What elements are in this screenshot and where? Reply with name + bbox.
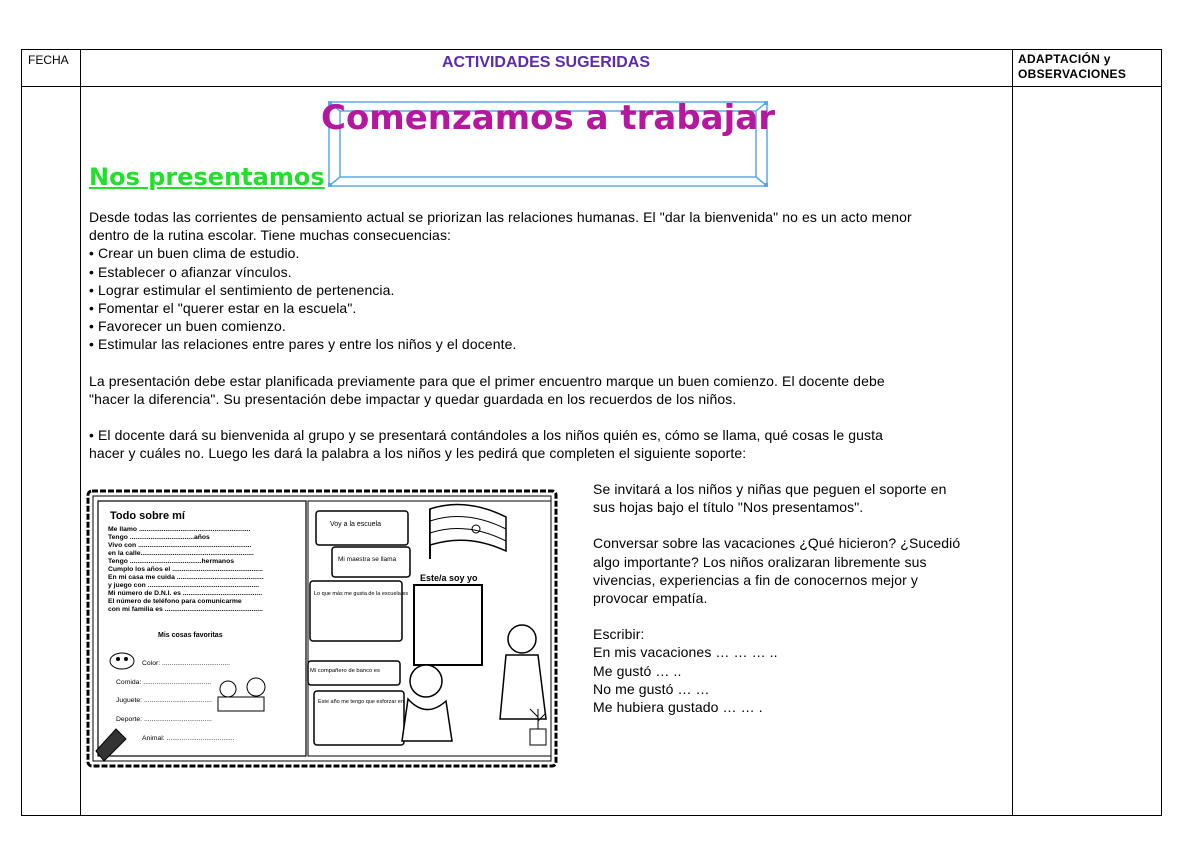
worksheet-line: Me llamo ........................................................... — [108, 526, 251, 533]
escribir-item: En mis vacaciones … … … .. — [593, 644, 778, 661]
paragraph-1-line-1: Desde todas las corrientes de pensamiento actual se priorizan las relaciones humanas. El "dar la bienvenida" no es un acto menor — [89, 209, 912, 225]
bullet-item: • Estimular las relaciones entre pares y entre los niños y el docente. — [89, 336, 517, 353]
paragraph-1-line-2: dentro de la rutina escolar. Tiene muchas consecuencias: — [89, 227, 452, 244]
table-column-divider-1 — [80, 49, 81, 816]
escribir-item: Me hubiera gustado … … . — [593, 699, 763, 716]
worksheet-fav-animal: Animal: .................................... — [142, 735, 235, 742]
instructions-line-4: algo importante? Los niños oralizaran libremente sus — [593, 553, 927, 570]
bullet-item: • Crear un buen clima de estudio. — [89, 245, 300, 262]
table-border-bottom — [21, 815, 1162, 816]
worksheet-title: Todo sobre mí — [110, 510, 185, 522]
worksheet-card-1: Voy a la escuela — [330, 521, 381, 528]
table-header-separator — [21, 86, 1162, 87]
worksheet-illustration — [86, 489, 558, 768]
escribir-item: No me gustó … … — [593, 680, 710, 697]
worksheet-line: en la calle............................................................ — [108, 550, 254, 557]
worksheet-line: Tengo ..................................años — [108, 534, 210, 541]
header-adaptacion — [1018, 52, 1126, 82]
worksheet-line: Vivo con ............................................................ — [108, 542, 252, 549]
header-actividades: ACTIVIDADES SUGERIDAS — [441, 54, 651, 71]
instructions-line-2: sus hojas bajo el título "Nos presentamos". — [593, 499, 864, 516]
table-border-top — [21, 49, 1162, 50]
worksheet-line: Tengo ......................................hermanos — [108, 558, 235, 565]
header-adaptacion-line1: ADAPTACIÓN y — [1018, 52, 1111, 66]
worksheet-line: Cumplo los años el ................................................ — [108, 566, 263, 573]
worksheet-fav-sport: Deporte: .................................... — [116, 716, 212, 723]
paragraph-3-line-2: hacer y cuáles no. Luego les dará la palabra a los niños y les pedirá que completen el siguiente soporte: — [89, 445, 747, 462]
header-fecha: FECHA — [28, 53, 69, 67]
table-column-divider-2 — [1012, 49, 1013, 816]
worksheet-line: con mi familia es .................................................... — [108, 606, 263, 613]
paragraph-2-line-2: "hacer la diferencia". Su presentación debe impactar y quedar guardada en los recuerdos de los niños. — [89, 390, 737, 407]
table-border-right — [1161, 49, 1162, 816]
worksheet-line: Mi número de D.N.I. es .......................................... — [108, 590, 263, 597]
paragraph-2-line-1: La presentación debe estar planificada previamente para que el primer encuentro marque un buen comienzo. El docente debe — [89, 372, 885, 389]
worksheet-card-3: Lo que más me gusta de la escuela es — [314, 591, 409, 597]
header-adaptacion-line2: OBSERVACIONES — [1018, 67, 1127, 81]
instructions-line-1: Se invitará a los niños y niñas que peguen el soporte en — [593, 481, 947, 497]
worksheet-fav-food: Comida: .................................... — [116, 679, 212, 686]
worksheet-instructions — [593, 480, 1003, 716]
worksheet-card-5: Este año me tengo que esforzar en — [318, 699, 404, 705]
worksheet-graphic — [86, 489, 558, 768]
body-text — [89, 208, 1004, 462]
worksheet-card-2: Mi maestra se llama — [338, 556, 397, 563]
instructions-line-5: vivencias, experiencias a fin de conocernos mejor y — [593, 571, 918, 588]
bullet-item: • Lograr estimular el sentimiento de pertenencia. — [89, 281, 395, 298]
paragraph-3-line-1: • El docente dará su bienvenida al grupo y se presentará contándoles a los niños quién es, cómo se llama, qué cosas le gusta — [89, 427, 884, 444]
instructions-line-6: provocar empatía. — [593, 590, 708, 607]
escribir-label: Escribir: — [593, 626, 645, 643]
worksheet-card-4: Mi compañero de banco es — [310, 668, 380, 674]
worksheet-line: El número de teléfono para comunicarme — [108, 598, 242, 605]
worksheet-fav-toy: Juguete: .................................... — [116, 697, 212, 704]
bullet-item: • Favorecer un buen comienzo. — [89, 318, 286, 335]
instructions-line-3: Conversar sobre las vacaciones ¿Qué hicieron? ¿Sucedió — [593, 535, 961, 552]
worksheet-line: y juego con ........................................................... — [108, 582, 260, 589]
escribir-item: Me gustó … .. — [593, 662, 682, 679]
worksheet-fav-color: Color: .................................... — [142, 660, 231, 667]
worksheet-favorites-title: Mis cosas favoritas — [158, 632, 223, 639]
worksheet-portrait-label: Este/a soy yo — [420, 573, 478, 583]
page-title: Comenzamos a trabajar — [321, 98, 775, 138]
table-border-left — [21, 49, 22, 816]
bullet-item: • Establecer o afianzar vínculos. — [89, 263, 292, 280]
worksheet-line: En mi casa me cuida .............................................. — [108, 574, 264, 581]
bullet-item: • Fomentar el "querer estar en la escuela". — [89, 300, 357, 317]
section-subtitle: Nos presentamos — [89, 163, 325, 191]
